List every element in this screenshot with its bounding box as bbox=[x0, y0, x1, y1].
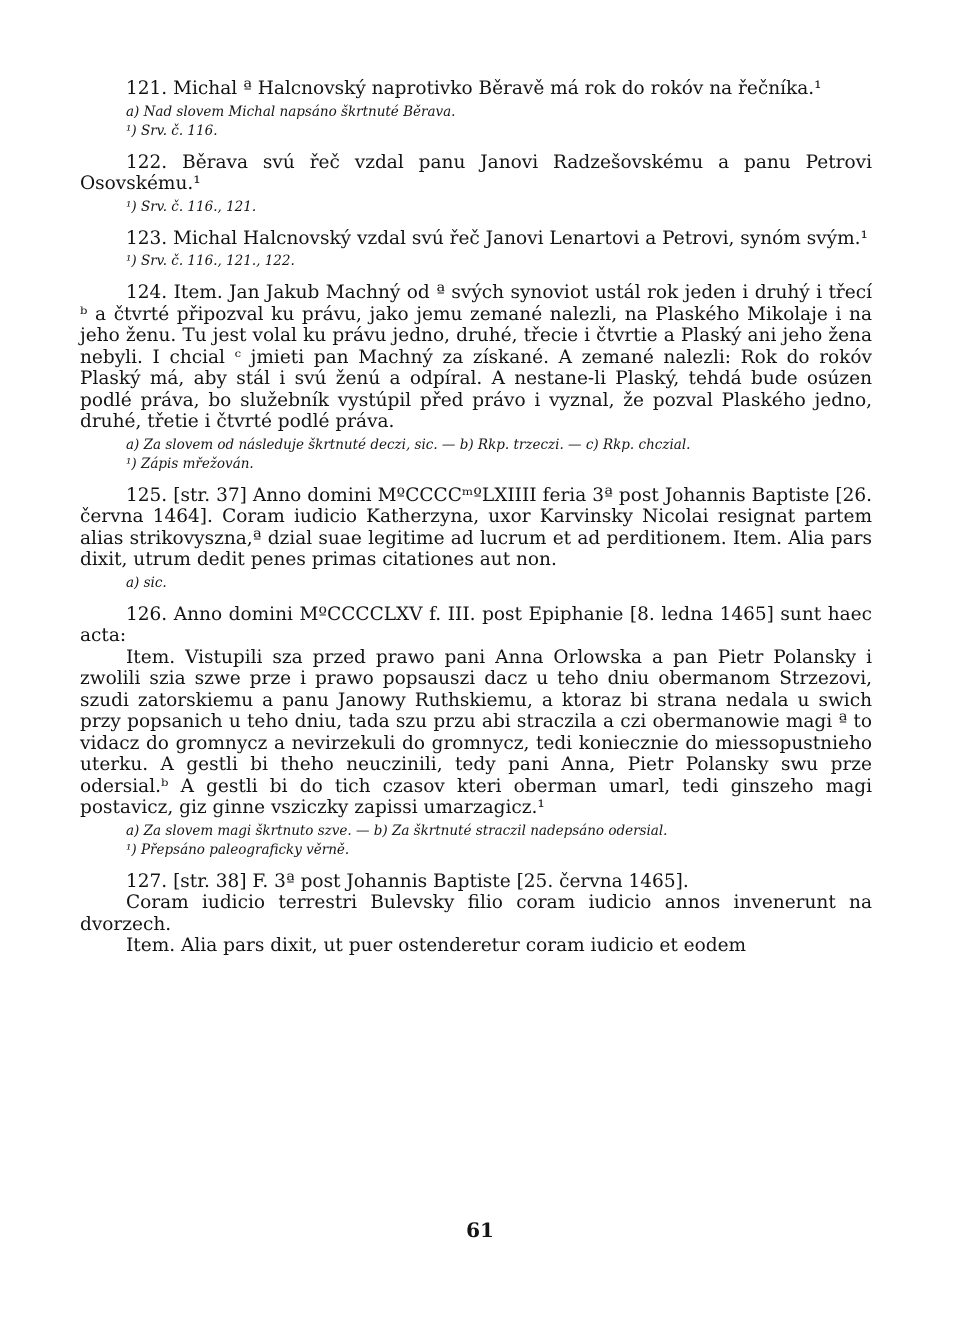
footnote: ¹) Srv. č. 116., 121., 122. bbox=[126, 253, 295, 269]
entry-126 bbox=[80, 604, 872, 860]
footnote: a) sic. bbox=[126, 574, 167, 591]
footnotes bbox=[80, 252, 872, 271]
footnote: ¹) Srv. č. 116., 121. bbox=[126, 198, 257, 215]
page-number: 61 bbox=[466, 1218, 494, 1242]
footnotes bbox=[80, 103, 872, 141]
footnote: a) Nad slovem Michal napsáno škrtnuté Běrava. bbox=[126, 103, 456, 120]
entry-paragraph: 123. Michal Halcnovský vzdal svú řeč Janovi Lenartovi a Petrovi, synóm svým.¹ bbox=[126, 227, 868, 249]
entry-paragraph: Item. Alia pars dixit, ut puer ostenderetur coram iudicio et eodem bbox=[126, 935, 747, 956]
footnote: ¹) Přepsáno paleograficky věrně. bbox=[126, 841, 350, 858]
entry-paragraph: 124. Item. Jan Jakub Machný od ª svých synoviot ustál rok jeden i druhý i třecí ᵇ a čtvrté připozval ku právu, jako jemu zemané nalezli, na Plaského Mikolaje i na jeho ženu. Tu jest volal ku právu jedno, druhé, třecie i čtvrtie a Plaský ani jeho žena nebyli. I chcial ᶜ jmieti pan Machný za získané. A zemané nalezli: Rok do rokóv Plaský má, aby stál i svú ženú a odpíral. A nestane-li Plaský, tehdá bude osúzen podlé práva, bo služebník vystúpil před právo i vyznal, že pozval Plaského jedno, druhé, třetie i čtvrté podlé práva. bbox=[80, 282, 872, 432]
entry-124 bbox=[80, 282, 872, 474]
entry-paragraph: Coram iudicio terrestri Bulevsky filio coram iudicio annos invenerunt na dvorzech. bbox=[80, 892, 872, 935]
footnotes bbox=[80, 574, 872, 593]
footnote: ¹) Srv. č. 116. bbox=[126, 122, 218, 139]
entry-paragraph: 127. [str. 38] F. 3ª post Johannis Baptiste [25. června 1465]. bbox=[126, 870, 689, 892]
entry-paragraph: Item. Vistupili sza przed prawo pani Anna Orlowska a pan Pietr Polansky i zwolili szia szwe prze i prawo popsauszi dacz u teho dniu obermanom Strzezovi, szudi zatorskiemu a panu Janowy Ruthskiemu, a ktoraz bi strana nedala u swich przy popsanich u teho dniu, tada szu przu abi straczila a czi obermanowie magi ª to vidacz do gromnycz a nevirzekuli do gromnycz, tedi koniecznie do miessopustnieho uterku. A gestli bi theho neuczinili, tedy pani Anna, Pietr Polansky swu prze odersial.ᵇ A gestli bi do tich czasov kteri oberman umarl, tedi ginszeho magi postavicz, giz ginne vsziczky zapissi umarzagicz.¹ bbox=[80, 646, 872, 818]
footnote: a) Za slovem od následuje škrtnuté deczi, sic. — b) Rkp. trzeczi. — c) Rkp. chczial. bbox=[126, 436, 691, 453]
entry-122 bbox=[80, 152, 872, 217]
entry-123 bbox=[80, 228, 872, 272]
entry-121 bbox=[80, 78, 872, 141]
entry-125 bbox=[80, 485, 872, 593]
entry-paragraph: 121. Michal ª Halcnovský naprotivko Běravě má rok do rokóv na řečníka.¹ bbox=[126, 78, 822, 99]
entry-paragraph: 122. Běrava svú řeč vzdal panu Janovi Radzešovskému a panu Petrovi Osovskému.¹ bbox=[80, 151, 872, 194]
footnotes bbox=[80, 436, 872, 474]
footnote: ¹) Zápis mřežován. bbox=[126, 455, 254, 472]
footnotes bbox=[80, 198, 872, 217]
entry-127 bbox=[80, 871, 872, 957]
footnote: a) Za slovem magi škrtnuto szve. — b) Za škrtnuté straczil nadepsáno odersial. bbox=[126, 822, 668, 839]
footnotes bbox=[80, 822, 872, 860]
entry-paragraph: 125. [str. 37] Anno domini MºCCCCᵐºLXIIII feria 3ª post Johannis Baptiste [26. června 1464]. Coram iudicio Katherzyna, uxor Karvinsky Nicolai resignat partem alias strikovyszna,ª dzial suae legitime ad lucrum et ad perditionem. Item. Alia pars dixit, utrum dedit penes primas citationes aut non. bbox=[80, 484, 872, 570]
entry-paragraph: 126. Anno domini MºCCCCLXV f. III. post Epiphanie [8. ledna 1465] sunt haec acta: bbox=[80, 603, 872, 646]
